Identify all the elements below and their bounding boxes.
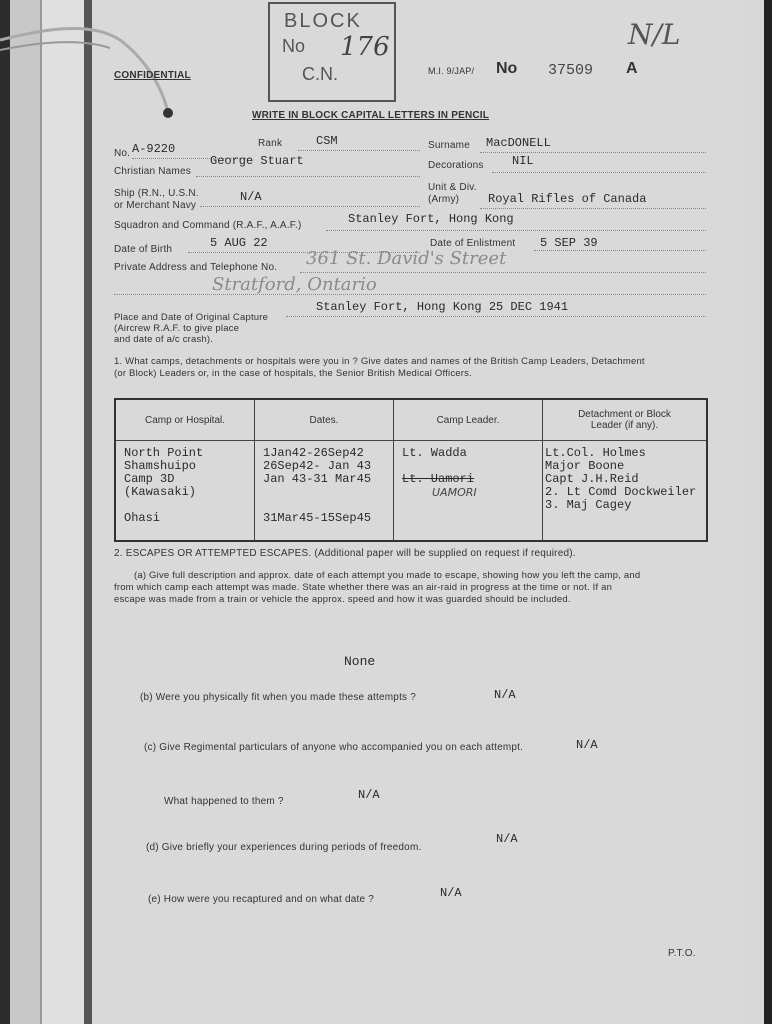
q1-line1: 1. What camps, detachments or hospitals were you in ? Give dates and names of the British Camp Leaders, Detachment <box>114 356 645 367</box>
q2b-answer: N/A <box>494 688 516 702</box>
q2e-question: (e) How were you recaptured and on what date ? <box>148 894 374 905</box>
detachment-column <box>543 441 708 542</box>
q2c2-question: What happened to them ? <box>164 796 284 807</box>
unit-value: Royal Rifles of Canada <box>488 192 647 206</box>
binder-spine <box>0 0 92 1024</box>
ship-label-2: or Merchant Navy <box>114 200 197 211</box>
list-item: Capt J.H.Reid <box>545 472 639 486</box>
list-item: North Point <box>124 446 204 460</box>
q2a-answer: None <box>344 654 376 669</box>
list-item: (Kawasaki) <box>124 485 197 499</box>
header-camp-leader: Camp Leader. <box>394 399 543 441</box>
q2d-question: (d) Give briefly your experiences during periods of freedom. <box>146 842 422 853</box>
dob-label: Date of Birth <box>114 244 173 255</box>
list-item: 3. Maj Cagey <box>545 498 632 512</box>
list-item: Lt. Wadda <box>402 446 467 460</box>
stamp-handwritten: 176 <box>340 32 390 62</box>
stamp-line1: BLOCK <box>284 10 362 32</box>
no-label: No <box>496 60 518 77</box>
q2c2-answer: N/A <box>358 788 380 802</box>
list-item <box>263 486 387 499</box>
rank-label: Rank <box>258 138 283 149</box>
stamp-line3: C.N. <box>302 64 338 84</box>
rank-value: CSM <box>316 134 338 148</box>
q2a-line2: from which camp each attempt was made. State whether there was an air-raid in progress at the time or not. If an <box>114 582 613 593</box>
address-line1: 361 St. David's Street <box>306 248 507 269</box>
decorations-label: Decorations <box>428 160 484 171</box>
header-dates: Dates. <box>255 399 394 441</box>
form-code: M.I. 9/JAP/ <box>428 66 475 76</box>
capture-label-1: Place and Date of Original Capture <box>114 312 269 323</box>
q2b-question: (b) Were you physically fit when you made these attempts ? <box>140 692 416 703</box>
unit-label-1: Unit & Div. <box>428 182 477 193</box>
christian-names-label: Christian Names <box>114 166 191 177</box>
q2c-question: (c) Give Regimental particulars of anyone who accompanied you on each attempt. <box>144 742 524 753</box>
list-item: Shamshuipo <box>124 459 197 473</box>
header-camp: Camp or Hospital. <box>115 399 255 441</box>
corner-mark: N/L <box>628 18 681 51</box>
list-item: Lt.Col. Holmes <box>545 446 646 460</box>
capture-label-3: and date of a/c crash). <box>114 334 214 345</box>
ship-value: N/A <box>240 190 262 204</box>
dob-value: 5 AUG 22 <box>210 236 268 250</box>
q2a-line1: (a) Give full description and approx. date of each attempt you made to escape, showing how you left the camp, and <box>134 570 641 581</box>
decorations-value: NIL <box>512 154 534 168</box>
list-item: Camp 3D <box>124 472 175 486</box>
dates-column <box>255 441 394 542</box>
capture-label-2: (Aircrew R.A.F. to give place <box>114 323 240 334</box>
q2d-answer: N/A <box>496 832 518 846</box>
list-item: Ohasi <box>124 511 161 525</box>
capture-value: Stanley Fort, Hong Kong 25 DEC 1941 <box>316 300 569 314</box>
q2-heading: 2. ESCAPES OR ATTEMPTED ESCAPES. (Additional paper will be supplied on request if required). <box>114 548 576 559</box>
no-value: A-9220 <box>132 142 176 156</box>
list-item: 2. Lt Comd Dockweiler <box>545 485 697 499</box>
list-item: 1Jan42-26Sep42 <box>263 446 364 460</box>
unit-label-2: (Army) <box>428 194 460 205</box>
enlistment-value: 5 SEP 39 <box>540 236 598 250</box>
address-line2: Stratford, Ontario <box>212 274 377 295</box>
file-edge <box>742 0 772 1024</box>
binding-string <box>0 0 180 120</box>
q1-line2: (or Block) Leaders or, in the case of hospitals, the Senior British Medical Officers. <box>114 368 472 379</box>
ship-label-1: Ship (R.N., U.S.N. <box>114 188 199 199</box>
list-item: Lt. Uamori <box>402 472 475 486</box>
form-number: 37509 <box>548 62 594 79</box>
enlistment-label: Date of Enlistment <box>430 238 516 249</box>
q2e-answer: N/A <box>440 886 462 900</box>
pto-label: P.T.O. <box>668 948 696 959</box>
leader-correction: UAMORI <box>432 486 477 499</box>
header-detachment: Detachment or Block Leader (if any). <box>543 399 708 441</box>
camps-column <box>115 441 255 542</box>
surname-value: MacDONELL <box>486 136 551 150</box>
punch-hole <box>163 108 173 118</box>
q2c-answer: N/A <box>576 738 598 752</box>
block-stamp <box>268 2 396 102</box>
squadron-value: Stanley Fort, Hong Kong <box>348 212 514 226</box>
list-item: 26Sep42- Jan 43 <box>263 459 372 473</box>
address-label: Private Address and Telephone No. <box>114 262 278 273</box>
camps-table <box>114 398 708 542</box>
list-item: 31Mar45-15Sep45 <box>263 511 372 525</box>
list-item: Major Boone <box>545 459 625 473</box>
squadron-label: Squadron and Command (R.A.F., A.A.F.) <box>114 220 302 231</box>
christian-names-value: George Stuart <box>210 154 304 168</box>
list-item: Jan 43-31 Mar45 <box>263 472 372 486</box>
no-label: No. <box>114 148 131 159</box>
classification: CONFIDENTIAL <box>114 70 191 81</box>
surname-label: Surname <box>428 140 470 151</box>
instruction: WRITE IN BLOCK CAPITAL LETTERS IN PENCIL <box>252 110 490 121</box>
leaders-column <box>394 441 543 542</box>
q2a-line3: escape was made from a train or vehicle the approx. speed and how it was guarded should be included. <box>114 594 571 605</box>
form-suffix: A <box>626 60 638 77</box>
stamp-line2: No <box>282 36 306 56</box>
